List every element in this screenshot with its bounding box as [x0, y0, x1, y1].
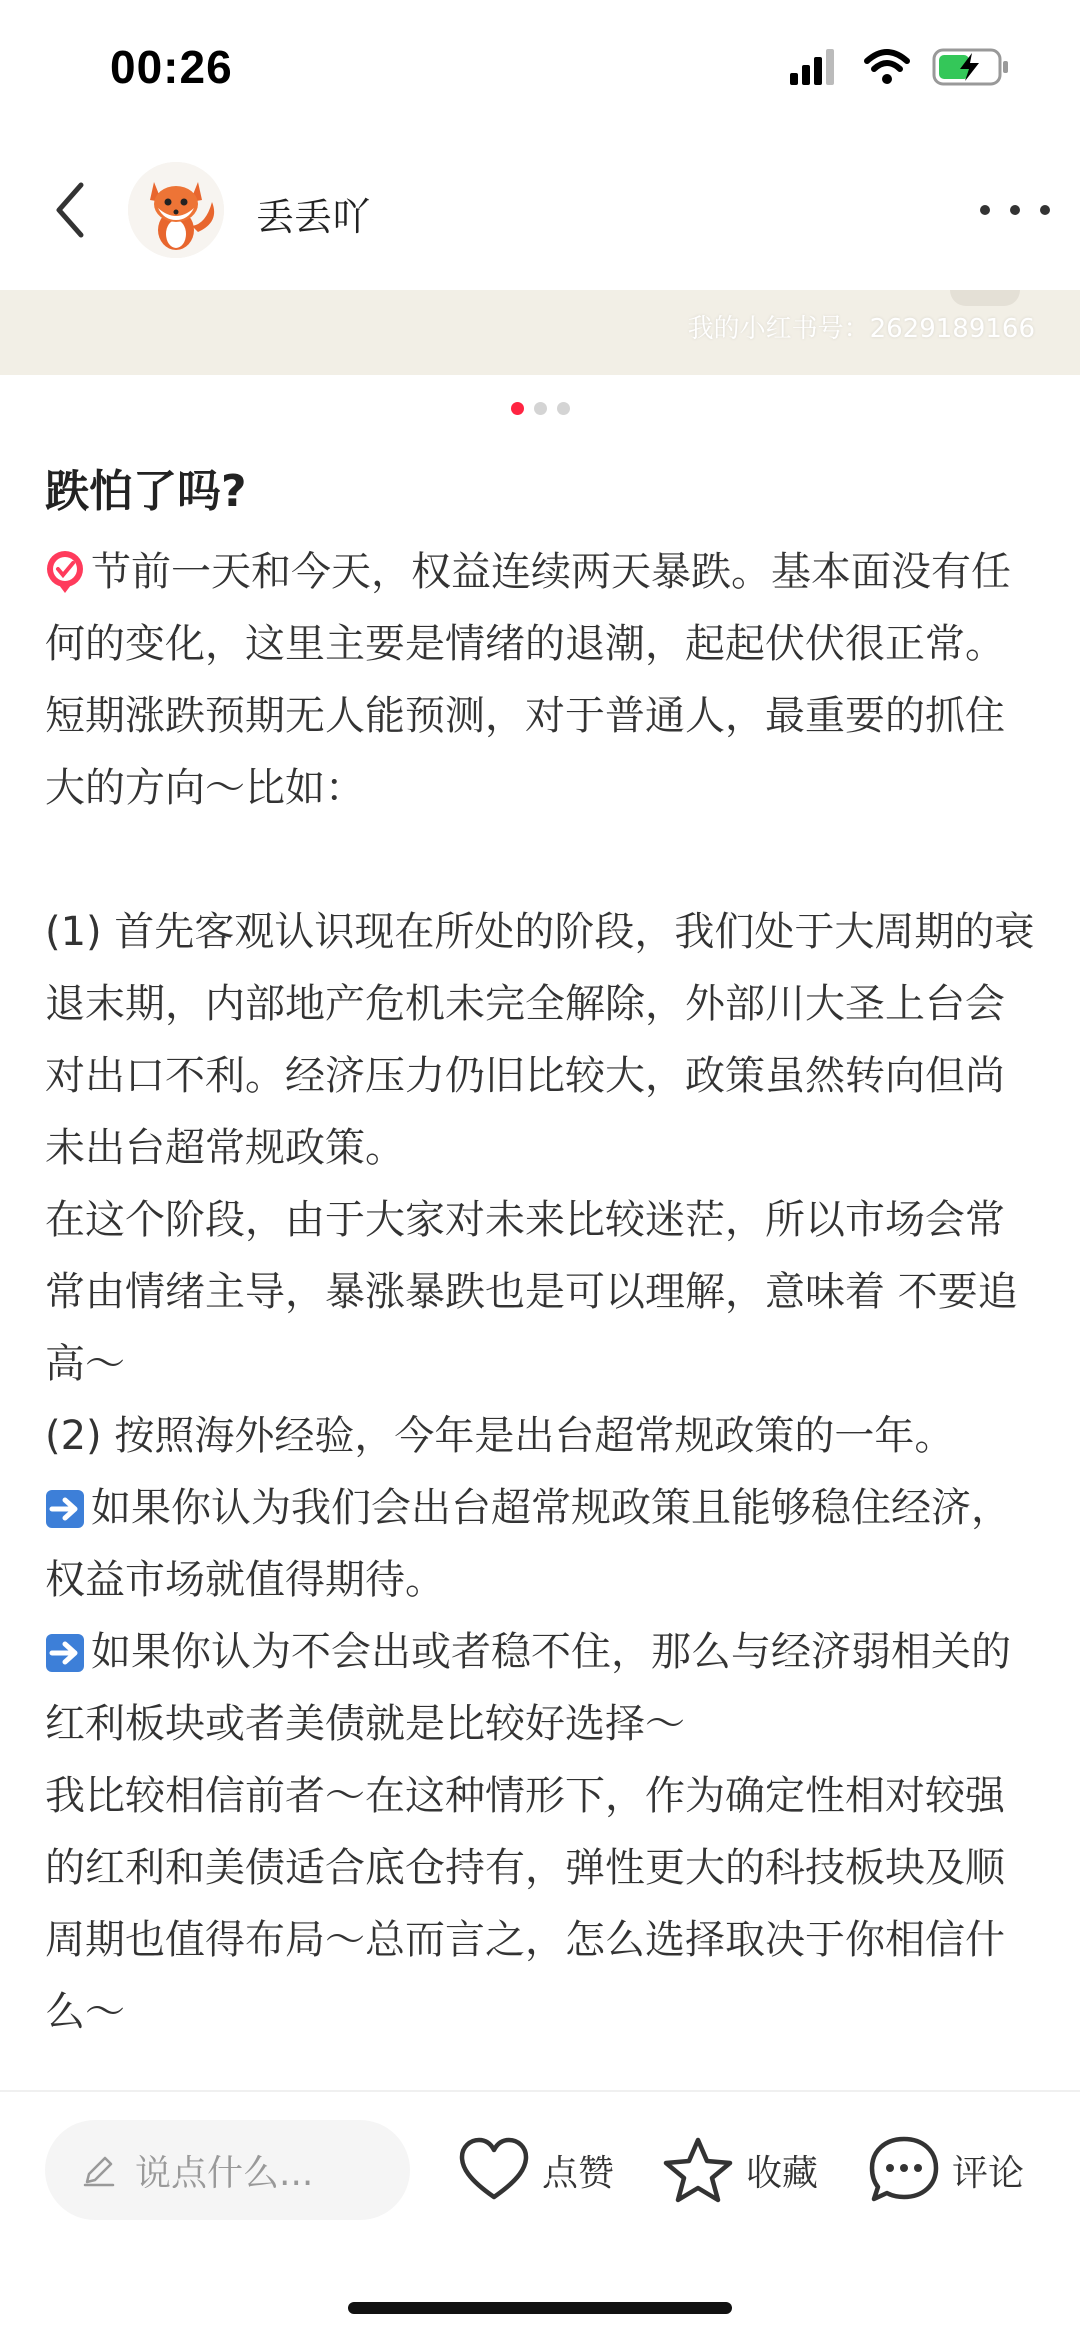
body-paragraph: 在这个阶段，由于大家对未来比较迷茫，所以市场会常常由情绪主导，暴涨暴跌也是可以理解，意味着 不要追高～ — [45, 1197, 1018, 1387]
status-bar — [0, 0, 1080, 140]
star-icon — [662, 2136, 734, 2204]
collect-label: 收藏 — [746, 2152, 819, 2194]
comment-input[interactable] — [45, 2120, 410, 2220]
image-watermark: 我的小红书号：2629189166 — [687, 314, 1035, 344]
note-header — [0, 150, 1080, 270]
pager-dot — [557, 402, 570, 415]
check-badge-icon — [45, 549, 85, 593]
pencil-icon — [81, 2152, 117, 2188]
back-button[interactable] — [40, 180, 100, 240]
wifi-icon — [864, 49, 910, 85]
home-indicator — [348, 2302, 732, 2314]
status-icons — [790, 48, 1010, 86]
heart-icon — [458, 2137, 530, 2203]
comment-button[interactable] — [868, 2130, 1024, 2210]
right-arrow-emoji-icon — [45, 1633, 85, 1673]
bottom-divider — [0, 2090, 1080, 2092]
author-name[interactable]: 丢丢吖 — [256, 195, 371, 239]
back-arrow-icon — [53, 181, 87, 239]
more-options-button[interactable] — [980, 186, 1050, 234]
body-paragraph — [45, 1472, 1040, 1616]
body-paragraph — [45, 536, 1040, 824]
pager-dot-active — [511, 402, 524, 415]
more-dots-icon — [980, 205, 990, 215]
chat-bubble-icon — [868, 2135, 940, 2205]
body-paragraph: (1) 首先客观认识现在所处的阶段，我们处于大周期的衰退末期，内部地产危机未完全解除，外部川大圣上台会对出口不利。经济压力仍旧比较大，政策虽然转向但尚未出台超常规政策。 — [45, 909, 1035, 1171]
carousel-pager — [0, 402, 1080, 415]
paragraph-text: 如果你认为我们会出台超常规政策且能够稳住经济，权益市场就值得期待。 — [45, 1485, 1011, 1603]
paragraph-text: 节前一天和今天，权益连续两天暴跌。基本面没有任何的变化，这里主要是情绪的退潮，起起伏伏很正常。短期涨跌预期无人能预测，对于普通人，最重要的抓住大的方向～比如： — [45, 549, 1011, 811]
fox-avatar-icon — [128, 162, 224, 258]
author-avatar[interactable] — [128, 162, 224, 258]
image-fragment — [950, 290, 1020, 306]
comment-placeholder: 说点什么... — [135, 2152, 314, 2194]
note-title: 跌怕了吗? — [45, 466, 247, 517]
like-button[interactable] — [458, 2130, 614, 2210]
status-time: 00:26 — [110, 41, 233, 93]
note-body — [45, 536, 1040, 2048]
paragraph-text: 如果你认为不会出或者稳不住，那么与经济弱相关的红利板块或者美债就是比较好选择～ — [45, 1629, 1011, 1747]
pager-dot — [534, 402, 547, 415]
note-image-carousel[interactable] — [0, 290, 1080, 375]
collect-button[interactable] — [662, 2130, 818, 2210]
body-paragraph: (2) 按照海外经验，今年是出台超常规政策的一年。 — [45, 1413, 955, 1459]
battery-icon — [932, 48, 1010, 86]
like-label: 点赞 — [542, 2152, 615, 2194]
comment-label: 评论 — [952, 2152, 1025, 2194]
right-arrow-emoji-icon — [45, 1489, 85, 1529]
body-paragraph — [45, 1616, 1040, 1760]
body-paragraph: 我比较相信前者～在这种情形下，作为确定性相对较强的红利和美债适合底仓持有，弹性更大的科技板块及顺周期也值得布局～总而言之，怎么选择取决于你相信什么～ — [45, 1773, 1005, 2035]
blank-line — [45, 824, 1040, 896]
signal-icon — [790, 49, 842, 85]
